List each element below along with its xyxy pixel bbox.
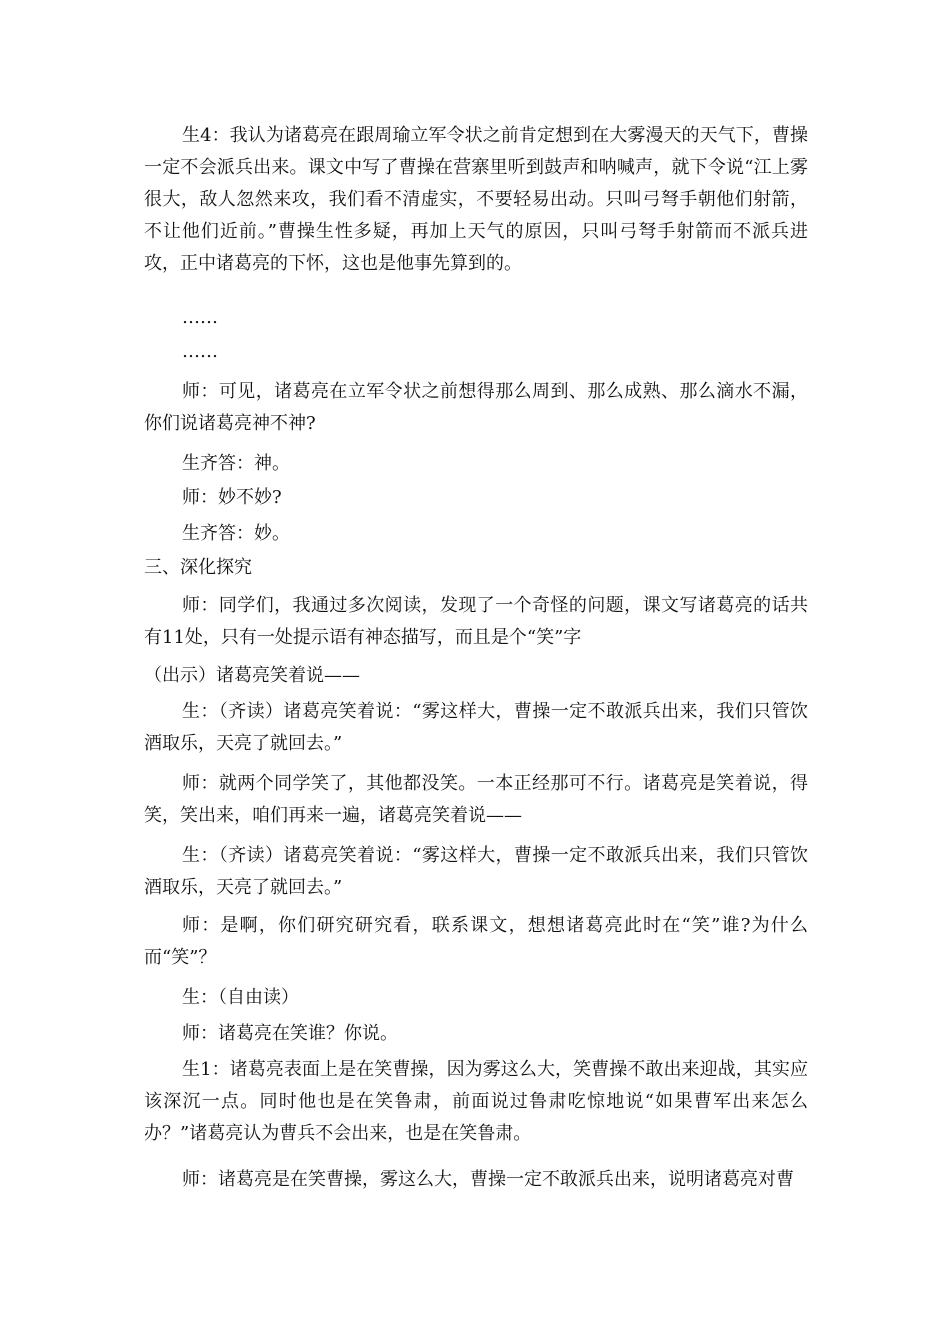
paragraph-student1: 生1：诸葛亮表面上是在笑曹操，因为雾这么大，笑曹操不敢出来迎战，其实应该深沉一点。同时他也是在笑鲁肃，前面说过鲁肃吃惊地说“如果曹军出来怎么办？”诸葛亮认为曹兵不会出来，也是在笑鲁肃。 — [144, 1059, 808, 1144]
paragraph-student-read: 生：（齐读）诸葛亮笑着说：“雾这样大，曹操一定不敢派兵出来，我们只管饮酒取乐，天亮了就回去。” — [144, 701, 808, 754]
paragraph-students: 生齐答：妙。 — [182, 523, 290, 544]
ellipsis-line: …… — [182, 307, 218, 328]
paragraph-teacher: 师：诸葛亮在笑谁？你说。 — [182, 1023, 398, 1044]
paragraph-student: 生：（自由读） — [182, 987, 299, 1008]
paragraph-student-read: 生：（齐读）诸葛亮笑着说：“雾这样大，曹操一定不敢派兵出来，我们只管饮酒取乐，天亮了就回去。” — [144, 845, 808, 898]
paragraph-teacher: 师：可见，诸葛亮在立军令状之前想得那么周到、那么成熟、那么滴水不漏，你们说诸葛亮神不神? — [144, 381, 808, 434]
paragraph-display: （出示）诸葛亮笑着说—— — [144, 665, 360, 686]
paragraph-student4: 生4：我认为诸葛亮在跟周瑜立军令状之前肯定想到在大雾漫天的天气下，曹操一定不会派兵出来。课文中写了曹操在营寨里听到鼓声和呐喊声，就下令说“江上雾很大，敌人忽然来攻，我们看不清虚实，不要轻易出动。只叫弓弩手朝他们射箭，不让他们近前。”曹操生性多疑，再加上天气的原因，只叫弓弩手射箭而不派兵进攻，正中诸葛亮的下怀，这也是他事先算到的。 — [144, 125, 808, 274]
paragraph-teacher: 师：是啊，你们研究研究看，联系课文，想想诸葛亮此时在“笑”谁?为什么而“笑”？ — [144, 915, 808, 968]
section-heading: 三、深化探究 — [144, 557, 252, 578]
paragraph-teacher: 师：妙不妙? — [182, 487, 282, 508]
paragraph-teacher: 师：就两个同学笑了，其他都没笑。一本正经那可不行。诸葛亮是笑着说，得笑，笑出来，咱们再来一遍，诸葛亮笑着说—— — [144, 773, 808, 826]
paragraph-teacher: 师：诸葛亮是在笑曹操，雾这么大，曹操一定不敢派兵出来，说明诸葛亮对曹 — [182, 1169, 794, 1190]
paragraph-students: 生齐答：神。 — [182, 453, 290, 474]
ellipsis-line: …… — [182, 341, 218, 362]
paragraph-teacher: 师：同学们，我通过多次阅读，发现了一个奇怪的问题，课文写诸葛亮的话共有11处，只有一处提示语有神态描写，而且是个“笑”字 — [144, 595, 808, 648]
